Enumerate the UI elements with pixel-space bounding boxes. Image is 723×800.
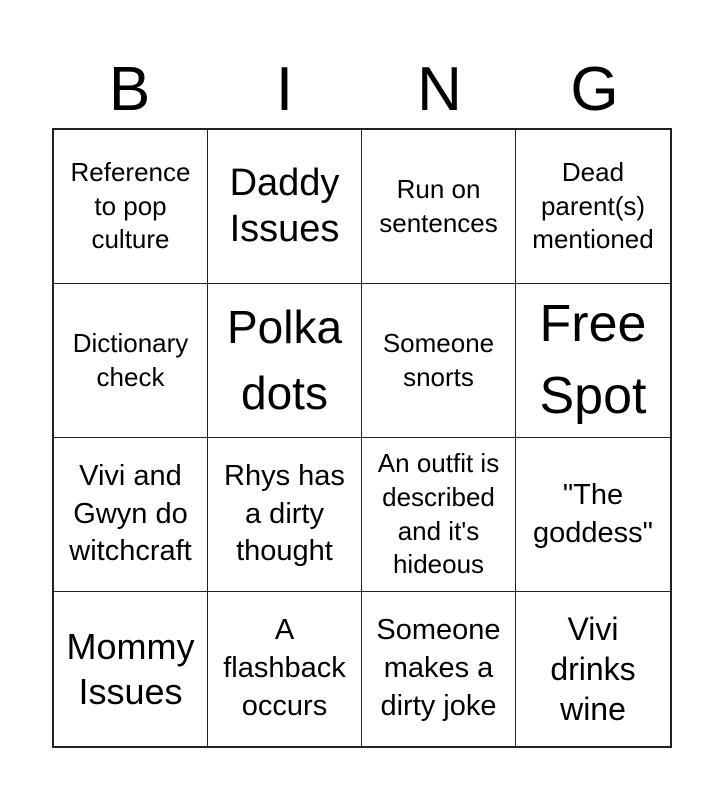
bingo-cell-text: Dead parent(s) mentioned: [532, 156, 654, 255]
bingo-cell-r1c2[interactable]: [208, 130, 362, 284]
bingo-cell-r1c4[interactable]: [516, 130, 670, 284]
bingo-cell-text: Vivi drinks wine: [550, 611, 636, 727]
bingo-cell-r3c4[interactable]: [516, 438, 670, 592]
bingo-cell-text: An outfit is described and it's hideous: [377, 447, 500, 580]
bingo-cell-text: Free Spot: [539, 294, 647, 425]
bingo-cell-text: Someone snorts: [382, 327, 495, 392]
bingo-cell-text: A flashback occurs: [223, 614, 346, 722]
bingo-cell-r2c2[interactable]: [208, 284, 362, 438]
bingo-header: [52, 52, 672, 128]
bingo-cell-r3c1[interactable]: [54, 438, 208, 592]
header-letter-b: B: [108, 55, 151, 124]
bingo-cell-r3c2[interactable]: [208, 438, 362, 592]
bingo-cell-r2c4-free-spot[interactable]: [516, 284, 670, 438]
bingo-cell-text: Polka dots: [226, 301, 343, 419]
bingo-board: [52, 128, 672, 748]
bingo-cell-r2c1[interactable]: [54, 284, 208, 438]
bingo-cell-text: Dictionary check: [72, 327, 189, 392]
bingo-cell-r3c3[interactable]: [362, 438, 516, 592]
bingo-cell-text: Daddy Issues: [229, 161, 340, 250]
bingo-cell-text: Reference to pop culture: [70, 156, 191, 255]
bingo-cell-text: Vivi and Gwyn do witchcraft: [69, 459, 192, 568]
bingo-cell-r4c1[interactable]: [54, 592, 208, 746]
header-letter-g: G: [570, 55, 619, 124]
bingo-cell-r4c4[interactable]: [516, 592, 670, 746]
bingo-cell-text: Rhys has a dirty thought: [224, 459, 345, 568]
bingo-cell-r1c1[interactable]: [54, 130, 208, 284]
bingo-cell-r1c3[interactable]: [362, 130, 516, 284]
bingo-cell-r2c3[interactable]: [362, 284, 516, 438]
bingo-cell-r4c2[interactable]: [208, 592, 362, 746]
header-letter-n: N: [417, 55, 462, 124]
bingo-cell-text: "The goddess": [533, 478, 653, 549]
bingo-cell-r4c3[interactable]: [362, 592, 516, 746]
bingo-cell-text: Run on sentences: [379, 173, 498, 238]
header-letter-i: I: [275, 55, 294, 124]
bingo-cell-text: Someone makes a dirty joke: [376, 614, 501, 722]
bingo-cell-text: Mommy Issues: [66, 626, 195, 712]
